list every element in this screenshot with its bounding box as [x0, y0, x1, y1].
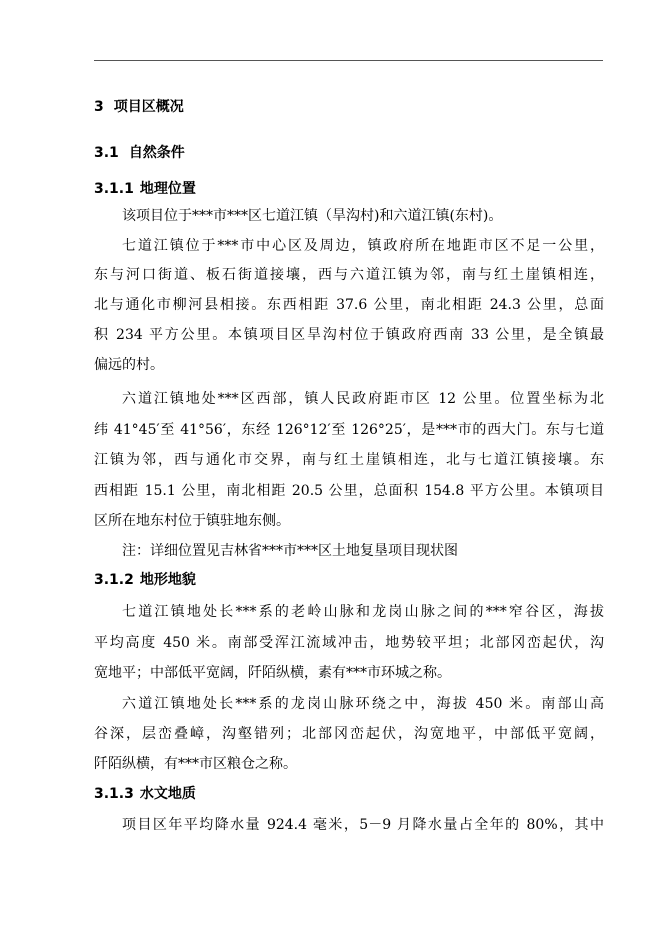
heading-section-3 — [94, 98, 184, 116]
heading-section-3-1-1 — [94, 180, 196, 198]
paragraph-line: 区所在地东村位于镇驻地东侧。 — [94, 513, 290, 529]
heading-number: 3.1.2 — [94, 572, 134, 588]
heading-number: 3.1.1 — [94, 181, 134, 197]
paragraph-line: 宽地平；中部低平宽阔，阡陌纵横，素有***市环城之称。 — [94, 665, 451, 681]
heading-title: 自然条件 — [128, 145, 185, 161]
paragraph-line: 积 234 平方公里。本镇项目区旱沟村位于镇政府西南 33 公里，是全镇最 — [94, 327, 604, 343]
paragraph-line: 纬 41°45′至 41°56′，东经 126°12′至 126°25′，是***市的西大门。东与七道 — [94, 422, 604, 438]
header-rule — [94, 60, 603, 61]
heading-number: 3 — [94, 99, 104, 115]
note-line: 注：详细位置见吉林省***市***区土地复垦项目现状图 — [122, 543, 458, 559]
heading-section-3-1 — [94, 144, 185, 162]
paragraph-line: 阡陌纵横，有***市区粮仓之称。 — [94, 756, 297, 772]
paragraph-line: 北与通化市柳河县相接。东西相距 37.6 公里，南北相距 24.3 公里，总面 — [94, 297, 604, 313]
paragraph-line: 项目区年平均降水量 924.4 毫米，5－9 月降水量占全年的 80%，其中 — [122, 817, 604, 833]
paragraph-line: 偏远的村。 — [94, 357, 164, 373]
heading-title: 地理位置 — [139, 181, 196, 197]
heading-number: 3.1 — [94, 145, 119, 161]
paragraph-line: 东与河口街道、板石街道接壤，西与六道江镇为邻，南与红土崖镇相连， — [94, 267, 604, 283]
paragraph-line: 该项目位于***市***区七道江镇（旱沟村)和六道江镇(东村)。 — [122, 208, 503, 224]
heading-section-3-1-3 — [94, 785, 196, 803]
paragraph-line: 谷深，层峦叠嶂，沟壑错列；北部冈峦起伏，沟宽地平，中部低平宽阔， — [94, 726, 604, 742]
paragraph-line: 七道江镇地处长***系的老岭山脉和龙岗山脉之间的***窄谷区，海拔 — [122, 604, 604, 620]
paragraph-line: 七道江镇位于***市中心区及周边，镇政府所在地距市区不足一公里， — [122, 238, 604, 254]
paragraph-line: 六道江镇地处长***系的龙岗山脉环绕之中，海拔 450 米。南部山高 — [122, 696, 604, 712]
heading-section-3-1-2 — [94, 571, 196, 589]
paragraph-line: 江镇为邻，西与通化市交界，南与红土崖镇相连，北与七道江镇接壤。东 — [94, 452, 604, 468]
paragraph-line: 西相距 15.1 公里，南北相距 20.5 公里，总面积 154.8 平方公里。本镇项目 — [94, 483, 604, 499]
heading-number: 3.1.3 — [94, 786, 134, 802]
paragraph-line: 六道江镇地处***区西部，镇人民政府距市区 12 公里。位置坐标为北 — [122, 391, 604, 407]
paragraph-line: 平均高度 450 米。南部受浑江流域冲击，地势较平坦；北部冈峦起伏，沟 — [94, 635, 604, 651]
heading-title: 项目区概况 — [113, 99, 184, 115]
heading-title: 地形地貌 — [139, 572, 196, 588]
heading-title: 水文地质 — [139, 786, 196, 802]
